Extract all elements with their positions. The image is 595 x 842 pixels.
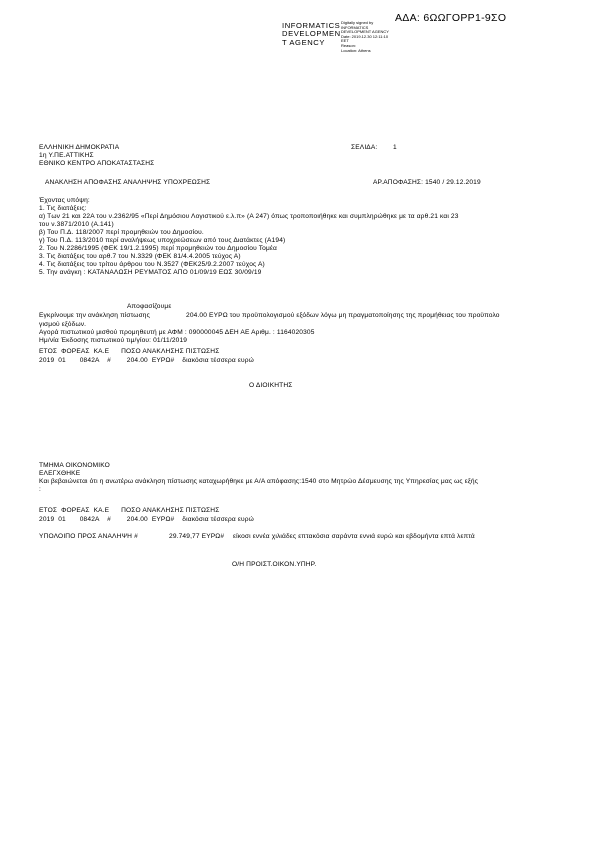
signature-line: Reason: xyxy=(341,42,356,48)
issuer-authority: 1η Υ.ΠΕ.ΑΤΤΙΚΗΣ xyxy=(39,152,94,159)
credit-table-header: ΕΤΟΣ ΦΟΡΕΑΣ ΚΑ.Ε ΠΟΣΟ ΑΝΑΚΛΗΣΗΣ ΠΙΣΤΩΣΗΣ xyxy=(39,348,220,355)
finance-colon: : xyxy=(39,486,41,493)
page-label: ΣΕΛΙΔΑ: xyxy=(351,144,378,151)
signature-line: Location: Athens xyxy=(341,47,371,53)
commitment-table-row: 2019 01 0842Α # 204.00 ΕΥΡΩ# διακόσια τέσσερα ευρώ xyxy=(39,516,254,523)
provision-line: 3. Τις διατάξεις του αρθ.7 του Ν.3329 (ΦΕΚ 81/4.4.2005 τεύχος Α) xyxy=(39,253,241,260)
signature-line: Date: 2019.12.30 12:11:10 xyxy=(341,33,389,39)
finance-block xyxy=(39,462,478,494)
signature-line: INFORMATICS xyxy=(341,24,369,30)
provisions-list xyxy=(39,197,459,277)
commitment-table-header: ΕΤΟΣ ΦΟΡΕΑΣ ΚΑ.Ε ΠΟΣΟ ΑΝΑΚΛΗΣΗΣ ΠΙΣΤΩΣΗΣ xyxy=(39,507,220,514)
issuer-center: ΕΘΝΙΚΟ ΚΕΝΤΡΟ ΑΠΟΚΑΤΑΣΤΑΣΗΣ xyxy=(39,160,155,167)
provision-line: 5. Την ανάγκη : ΚΑΤΑΝΑΛΩΣΗ ΡΕΥΜΑΤΟΣ ΑΠΟ 01/09/19 ΕΩΣ 30/09/19 xyxy=(39,269,262,276)
director-title: Ο ΔΙΟΙΚΗΤΗΣ xyxy=(249,382,293,389)
agency-name xyxy=(282,22,341,47)
decision-line: Ημ/νία Έκδοσης πιστωτικού τιμ/γίου: 01/11/2019 xyxy=(39,337,188,344)
balance-words: είκοσι εννέα χιλιάδες επτακόσια σαράντα εννιά ευρώ και εβδομήντα επτά λεπτά xyxy=(233,533,475,540)
decision-line-right: 204.00 ΕΥΡΩ του προϋπολογισμού εξόδων λόγω μη πραγματοποίησης της προμήθειας του προϋπολο xyxy=(186,312,500,319)
issuer-country: ΕΛΛΗΝΙΚΗ ΔΗΜΟΚΡΑΤΙΑ xyxy=(39,144,120,151)
finance-confirmation: Και βεβαιώνεται ότι η ανωτέρω ανάκληση πίστωσης καταχωρήθηκε με Α/Α απόφασης:1540 στο Μητρώο Δέσμευσης της Υπηρεσίας μας ως εξής xyxy=(39,478,479,485)
provision-line: του ν.3871/2010 (Α.141) xyxy=(39,221,114,228)
agency-line: INFORMATICS xyxy=(282,21,341,30)
provision-line: γ) Του Π.Δ. 113/2010 περί αναλήψεως υποχρεώσεων από τους Διατάκτες (Α194) xyxy=(39,237,286,244)
decision-number: ΑΡ.ΑΠΟΦΑΣΗΣ: 1540 / 29.12.2019 xyxy=(373,179,481,186)
decision-details xyxy=(39,321,315,345)
finance-checked: ΕΛΕΓΧΘΗΚΕ xyxy=(39,470,81,477)
ada-code: ΑΔΑ: 6ΩΩΓΟΡΡ1-9ΣΟ xyxy=(395,12,507,24)
provision-line: β) Του Π.Δ. 118/2007 περί προμηθειών του Δημοσίου. xyxy=(39,229,204,236)
finance-department: ΤΜΗΜΑ ΟΙΚΟΝΟΜΙΚΟ xyxy=(39,462,110,469)
credit-table-row: 2019 01 0842Α # 204.00 ΕΥΡΩ# διακόσια τέσσερα ευρώ xyxy=(39,357,254,364)
finance-head-title: Ο/Η ΠΡΟΙΣΤ.ΟΙΚΟΝ.ΥΠΗΡ. xyxy=(232,561,317,568)
decision-line-left: Εγκρίνουμε την ανάκληση πίστωσης xyxy=(39,312,150,319)
provision-line: 4. Τις διατάξεις του τρίτου άρθρου του Ν.3527 (ΦΕΚ25/9.2.2007 τεύχος Α) xyxy=(39,261,265,268)
balance-amount: 29.749,77 ΕΥΡΩ# xyxy=(169,533,225,540)
balance-label: ΥΠΟΛΟΙΠΟ ΠΡΟΣ ΑΝΑΛΗΨΗ # xyxy=(39,533,138,540)
provision-line: α) Των 21 και 22Α του ν.2362/95 «Περί Δημόσιου Λογιστικού ε.λ.π» (Α 247) όπως τροποποιήθηκε και συμπληρώθηκε με τα αρθ.21 και 23 xyxy=(39,213,459,220)
issuer-block xyxy=(39,144,154,168)
signature-line: EET xyxy=(341,38,349,44)
decision-heading: Αποφασίζουμε xyxy=(127,303,172,310)
decision-line: γισμού εξόδων. xyxy=(39,321,87,328)
signature-line: Digitally signed by xyxy=(341,20,374,25)
provision-line: 2. Του Ν.2286/1995 (ΦΕΚ 19/1.2.1995) περί προμηθειών του Δημοσίου Τομέα xyxy=(39,245,277,252)
digital-signature xyxy=(341,21,389,53)
agency-line: DEVELOPMEN xyxy=(282,29,341,39)
agency-line: T AGENCY xyxy=(282,37,326,47)
document-title: ΑΝΑΚΛΗΣΗ ΑΠΟΦΑΣΗΣ ΑΝΑΛΗΨΗΣ ΥΠΟΧΡΕΩΣΗΣ xyxy=(45,179,211,186)
decision-line: Αγορά πιστωτικού μισθού προμηθευτή με ΑΦΜ : 090000045 ΔΕΗ ΑΕ Αριθμ. : 1164020305 xyxy=(39,329,315,336)
provision-line: 1. Τις διατάξεις: xyxy=(39,205,87,212)
page-number: 1 xyxy=(393,144,397,151)
provision-line: Έχοντας υπόψη: xyxy=(39,197,90,204)
signature-line: DEVELOPMENT AGENCY xyxy=(341,29,389,35)
